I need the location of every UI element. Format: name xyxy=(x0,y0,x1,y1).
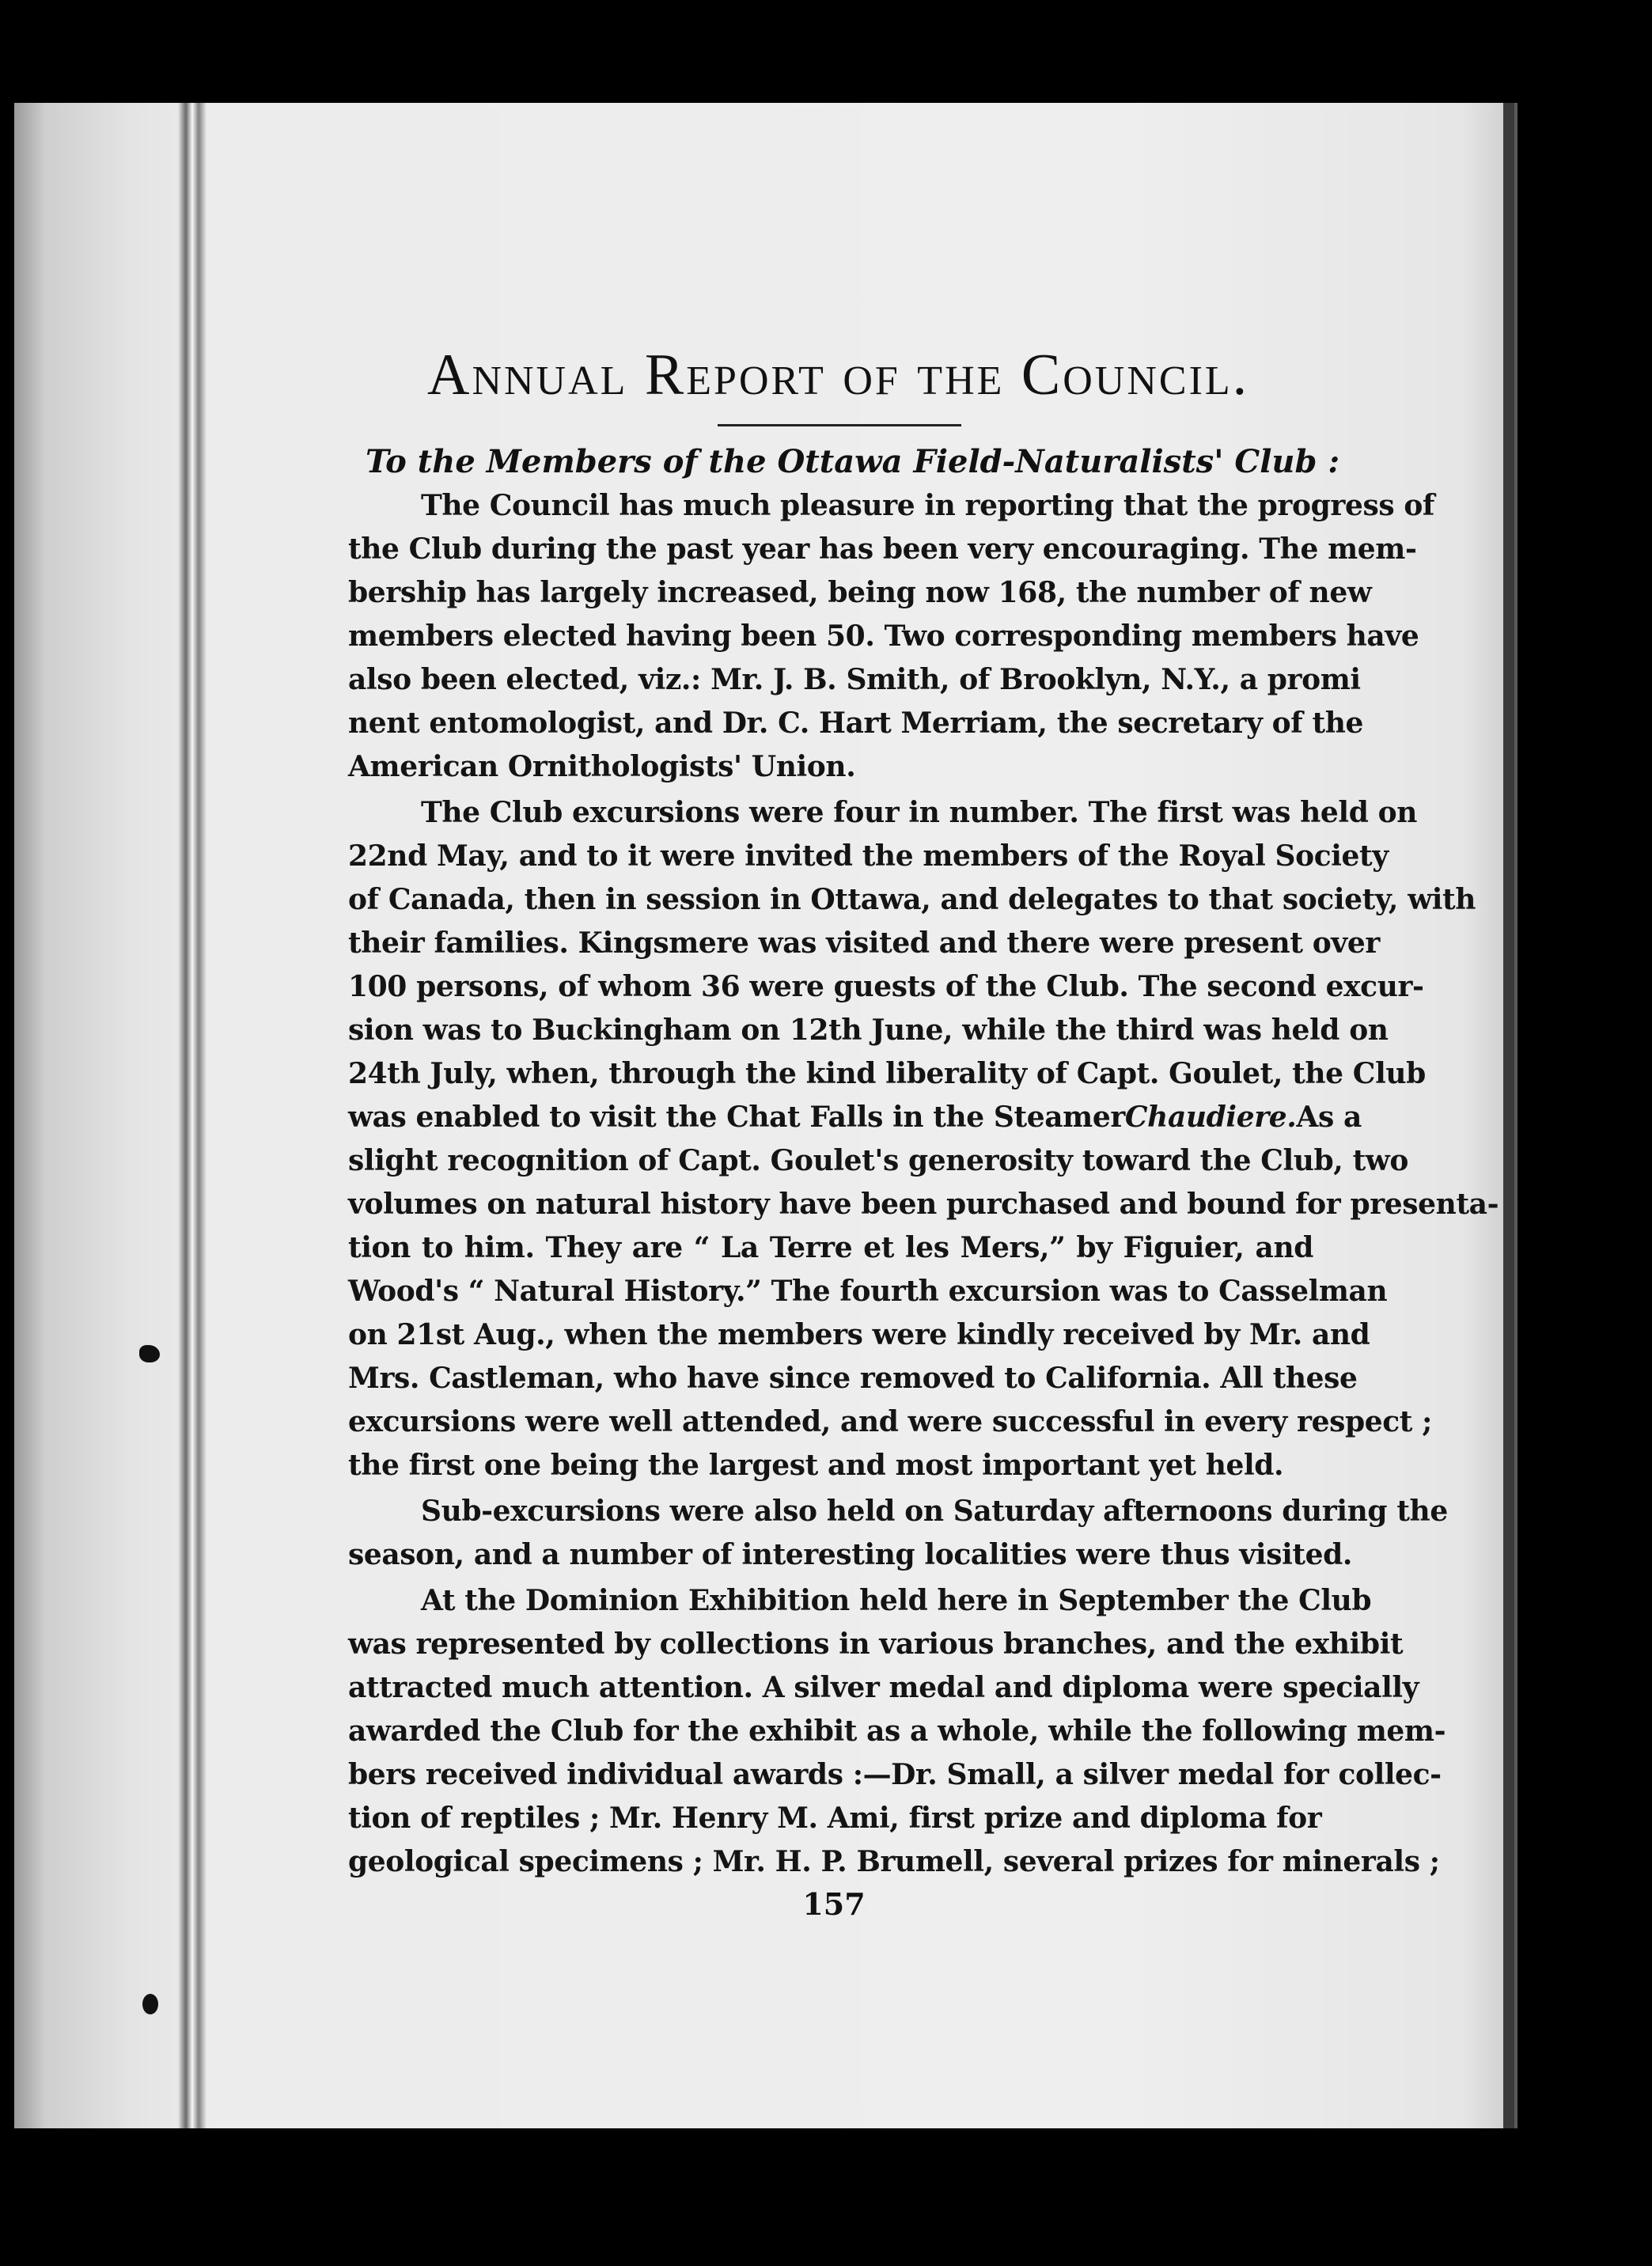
body-line: bers received individual awards :—Dr. Small, a silver medal for collec- xyxy=(348,1758,1442,1791)
body-line: Mrs. Castleman, who have since removed to California. All these xyxy=(348,1362,1358,1395)
body-line: of Canada, then in session in Ottawa, and delegates to that society, with xyxy=(348,883,1476,916)
body-line: slight recognition of Capt. Goulet's generosity toward the Club, two xyxy=(348,1144,1409,1177)
body-line: also been elected, viz.: Mr. J. B. Smith, of Brooklyn, N.Y., a promi xyxy=(348,663,1361,696)
body-line-text: As a xyxy=(1296,1101,1362,1134)
body-line: members elected having been 50. Two corresponding members have xyxy=(348,620,1419,653)
body-line: excursions were well attended, and were successful in every respect ; xyxy=(348,1405,1433,1438)
body-line: attracted much attention. A silver medal and diploma were specially xyxy=(348,1671,1419,1704)
body-line: on 21st Aug., when the members were kindly received by Mr. and xyxy=(348,1318,1370,1351)
body-line: At the Dominion Exhibition held here in September the Club xyxy=(421,1584,1372,1617)
body-line: 22nd May, and to it were invited the members of the Royal Society xyxy=(348,839,1389,873)
body-line: Sub-excursions were also held on Saturday afternoons during the xyxy=(421,1495,1448,1528)
body-line: awarded the Club for the exhibit as a whole, while the following mem- xyxy=(348,1715,1446,1748)
binding-thread-mark xyxy=(142,1994,158,2014)
steamer-name: Chaudiere. xyxy=(1124,1101,1297,1134)
body-line: Wood's “ Natural History.” The fourth excursion was to Casselman xyxy=(348,1275,1388,1308)
body-line: tion of reptiles ; Mr. Henry M. Ami, first prize and diploma for xyxy=(348,1802,1322,1835)
body-line-text: was enabled to visit the Chat Falls in the Steamer xyxy=(348,1101,1125,1134)
book-gutter-fold xyxy=(178,103,206,2128)
body-line: their families. Kingsmere was visited and there were present over xyxy=(348,926,1380,960)
body-line: geological specimens ; Mr. H. P. Brumell, several prizes for minerals ; xyxy=(348,1845,1440,1878)
body-line: the Club during the past year has been very encouraging. The mem- xyxy=(348,532,1417,566)
body-line: American Ornithologists' Union. xyxy=(348,750,856,783)
body-line: 100 persons, of whom 36 were guests of the Club. The second excur- xyxy=(348,970,1424,1003)
body-line: volumes on natural history have been purchased and bound for presenta- xyxy=(348,1188,1499,1221)
body-line: was represented by collections in various branches, and the exhibit xyxy=(348,1628,1404,1661)
salutation: To the Members of the Ottawa Field-Naturalists' Club : xyxy=(366,443,1340,480)
body-line: The Club excursions were four in number. The first was held on xyxy=(421,796,1417,829)
page-title: Annual Report of the Council. xyxy=(427,343,1250,407)
body-line: the first one being the largest and most important yet held. xyxy=(348,1449,1284,1482)
body-line: 24th July, when, through the kind liberality of Capt. Goulet, the Club xyxy=(348,1057,1426,1090)
body-line: sion was to Buckingham on 12th June, while the third was held on xyxy=(348,1014,1389,1047)
body-line: nent entomologist, and Dr. C. Hart Merriam, the secretary of the xyxy=(348,707,1364,740)
body-line xyxy=(348,1101,1362,1134)
body-line: tion to him. They are “ La Terre et les Mers,” by Figuier, and xyxy=(348,1231,1313,1264)
page-edge-shadow xyxy=(1503,103,1514,2128)
binding-thread-mark xyxy=(139,1345,160,1362)
body-line: The Council has much pleasure in reporting that the progress of xyxy=(421,489,1435,522)
page-number: 157 xyxy=(802,1886,866,1922)
body-line: season, and a number of interesting localities were thus visited. xyxy=(348,1538,1352,1571)
body-line: bership has largely increased, being now 168, the number of new xyxy=(348,576,1372,609)
title-divider xyxy=(718,424,961,426)
